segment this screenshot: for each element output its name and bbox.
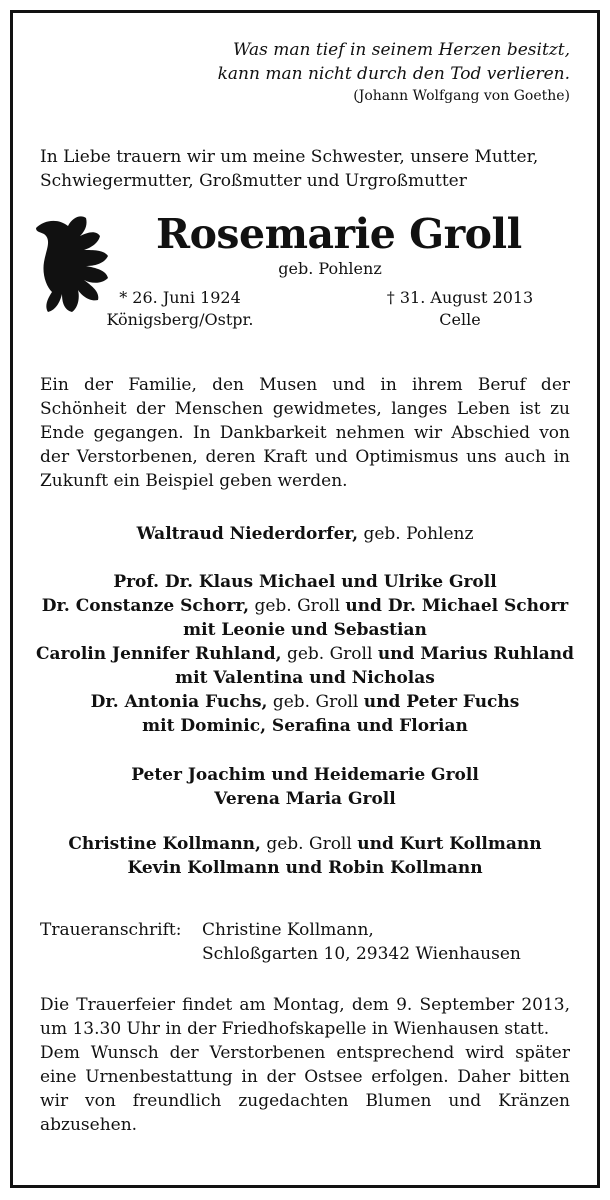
mourner-line: Christine Kollmann, geb. Groll und Kurt Kollmann xyxy=(68,834,542,854)
birth-date: * 26. Juni 1924 xyxy=(119,288,241,307)
deceased-name: Rosemarie Groll xyxy=(156,210,522,258)
goethe-quote xyxy=(40,38,570,106)
mourner-line: mit Valentina und Nicholas xyxy=(175,668,435,688)
mourner-line: mit Dominic, Serafina und Florian xyxy=(142,716,468,736)
funeral-paragraph-1: Die Trauerfeier findet am Montag, dem 9. September 2013, um 13.30 Uhr in der Friedhofskapelle in Wienhausen statt. xyxy=(40,995,570,1039)
death-info xyxy=(360,287,560,331)
intro-line-1: In Liebe trauern wir um meine Schwester, unsere Mutter, xyxy=(40,147,539,167)
mourner-group-1 xyxy=(28,522,582,546)
funeral-info xyxy=(40,993,570,1137)
quote-source: (Johann Wolfgang von Goethe) xyxy=(353,88,570,104)
mourner-line: Prof. Dr. Klaus Michael und Ulrike Groll xyxy=(113,572,497,592)
mourner-line: Carolin Jennifer Ruhland, geb. Groll und Marius Ruhland xyxy=(35,644,575,664)
mourner-group-3 xyxy=(28,763,582,811)
quote-line-2: kann man nicht durch den Tod verlieren. xyxy=(217,64,570,84)
mourner-line: Dr. Antonia Fuchs, geb. Groll und Peter Fuchs xyxy=(90,692,520,712)
mourning-address xyxy=(202,918,521,966)
funeral-paragraph-2: Dem Wunsch der Verstorbenen entsprechend wird später eine Urnenbestattung in der Ostsee erfolgen. Daher bitten wir von freundlich zugedachten Blumen und Kränzen abzusehen. xyxy=(40,1043,570,1135)
mourner-line: Verena Maria Groll xyxy=(214,789,396,809)
mourner-line: Dr. Constanze Schorr, geb. Groll und Dr. Michael Schorr xyxy=(41,596,569,616)
address-line-2: Schloßgarten 10, 29342 Wienhausen xyxy=(202,944,521,964)
mourner-group-2 xyxy=(28,570,582,738)
death-date: † 31. August 2013 xyxy=(386,288,534,307)
death-place: Celle xyxy=(439,310,481,329)
birth-info xyxy=(100,287,260,331)
quote-line-1: Was man tief in seinem Herzen besitzt, xyxy=(233,40,570,60)
address-label: Traueranschrift: xyxy=(40,920,182,940)
intro-line-2: Schwiegermutter, Großmutter und Urgroßmutter xyxy=(40,171,467,191)
birth-place: Königsberg/Ostpr. xyxy=(106,310,254,329)
mourner-line: mit Leonie und Sebastian xyxy=(183,620,427,640)
tribute-paragraph: Ein der Familie, den Musen und in ihrem Beruf der Schönheit der Menschen gewidmetes, langes Leben ist zu Ende gegangen. In Dankbarkeit nehmen wir Abschied von der Verstorbenen, deren Kraft und Optimismus uns auch in Zukunft ein Beispiel geben werden. xyxy=(40,375,570,491)
intro-text xyxy=(40,145,580,193)
mourner-line: Kevin Kollmann und Robin Kollmann xyxy=(127,858,483,878)
mourner-group-4 xyxy=(28,832,582,880)
address-line-1: Christine Kollmann, xyxy=(202,920,374,940)
maiden-name: geb. Pohlenz xyxy=(278,259,382,278)
mourner-line: Peter Joachim und Heidemarie Groll xyxy=(131,765,479,785)
mourner-line: Waltraud Niederdorfer, geb. Pohlenz xyxy=(136,524,474,544)
